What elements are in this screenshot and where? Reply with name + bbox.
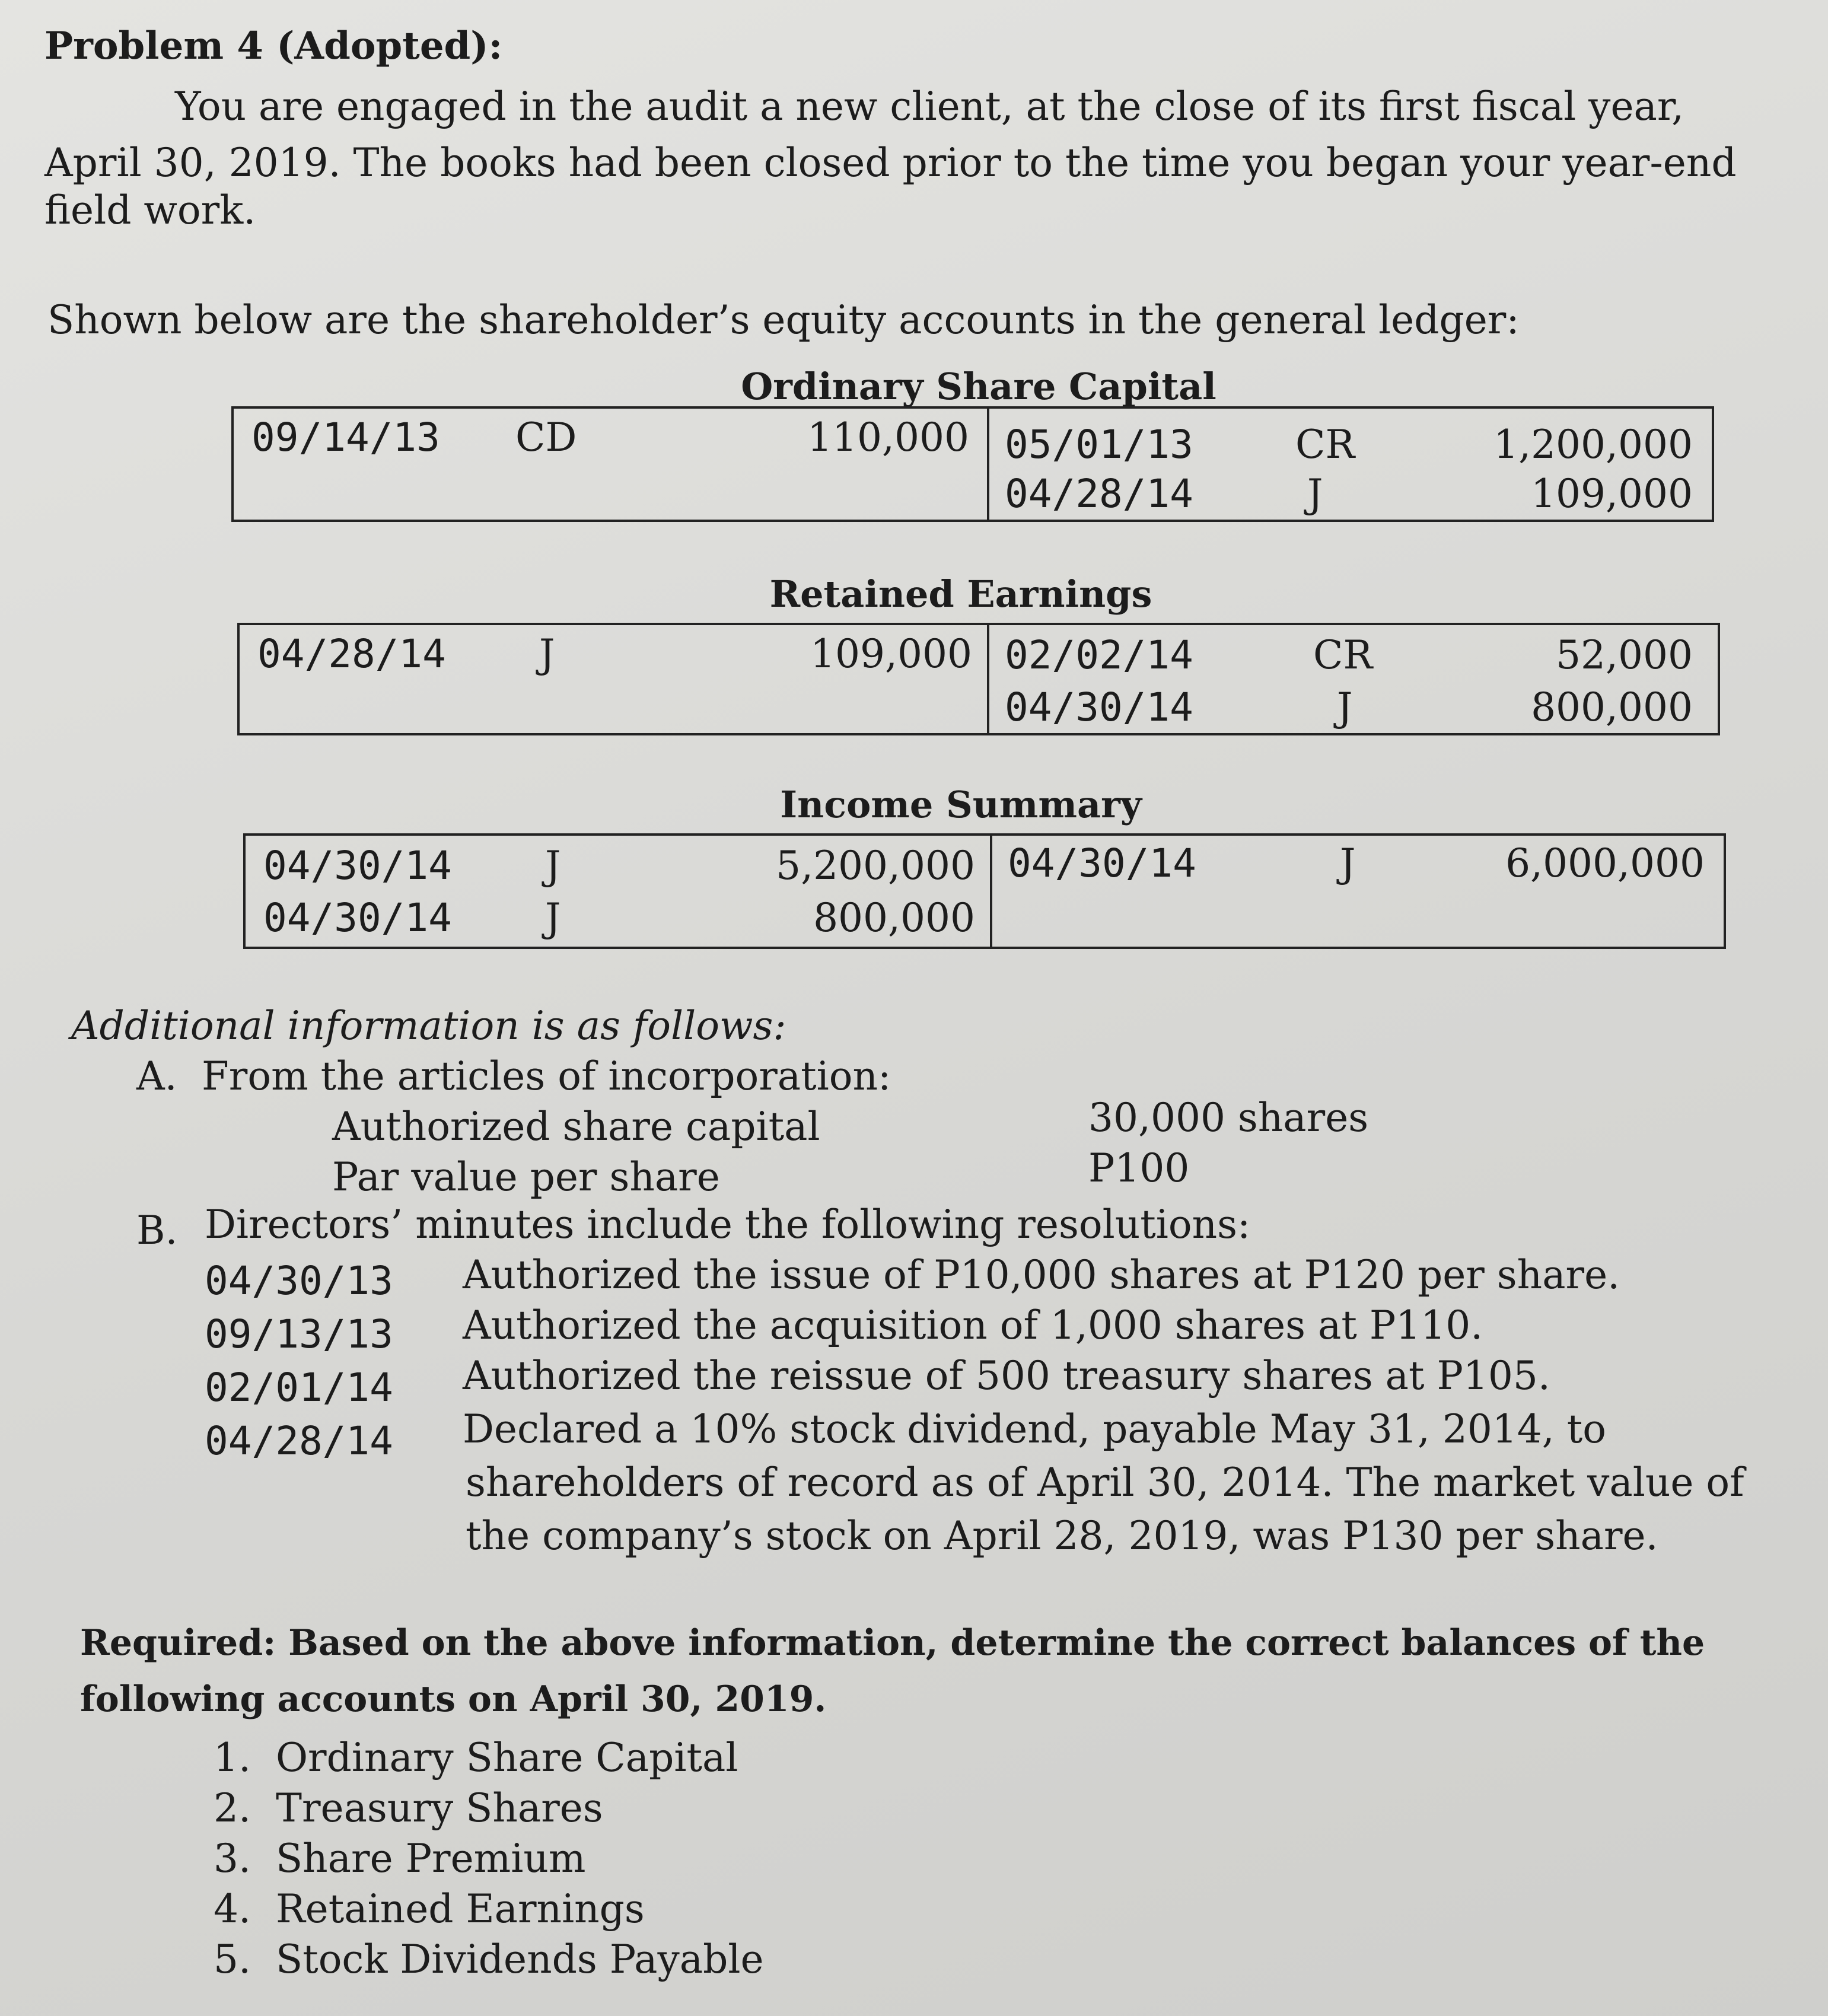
resolution-text-2: Authorized the acquisition of 1,000 shares at P110.: [463, 1302, 1483, 1348]
par-value-value: P100: [1088, 1145, 1190, 1191]
osc-credit-date-1: 05/01/13: [1005, 422, 1193, 467]
re-debit-amount: 109,000: [810, 631, 972, 677]
authorized-capital-label: Authorized share capital: [332, 1104, 820, 1149]
required-item-num: 1.: [214, 1735, 251, 1781]
required-item-4: [214, 1886, 645, 1932]
resolution-text-4-cont2: the company’s stock on April 28, 2019, was P130 per share.: [466, 1513, 1658, 1559]
re-credit-ref-2: J: [1337, 684, 1353, 730]
section-a-text: From the articles of incorporation:: [202, 1053, 891, 1099]
re-title: Retained Earnings: [769, 572, 1152, 616]
is-debit-amount-1: 5,200,000: [776, 843, 975, 888]
required-item-5: [214, 1937, 764, 1982]
required-item-text: Retained Earnings: [275, 1886, 645, 1932]
is-t-account: [243, 833, 1726, 949]
re-divider: [987, 625, 989, 733]
is-debit-date-2: 04/30/14: [263, 895, 452, 941]
re-credit-ref-1: CR: [1313, 632, 1373, 678]
required-item-text: Ordinary Share Capital: [275, 1735, 738, 1781]
is-debit-ref-1: J: [545, 843, 561, 888]
section-a-label: A.: [136, 1053, 177, 1099]
required-item-2: [214, 1785, 603, 1831]
re-debit-ref: J: [539, 631, 555, 677]
is-title: Income Summary: [780, 783, 1142, 826]
resolution-text-4: Declared a 10% stock dividend, payable May 31, 2014, to: [463, 1406, 1607, 1452]
required-line-1: Required: Based on the above information, determine the correct balances of the: [80, 1622, 1705, 1664]
osc-debit-ref: CD: [515, 415, 577, 460]
osc-t-account: [231, 406, 1714, 522]
osc-credit-amount-1: 1,200,000: [1493, 422, 1693, 467]
re-t-account: [237, 623, 1720, 735]
required-item-num: 4.: [214, 1886, 251, 1932]
resolution-date-3: 02/01/14: [205, 1365, 393, 1410]
osc-debit-date: 09/14/13: [251, 415, 440, 460]
section-b-label: B.: [136, 1208, 178, 1253]
required-item-num: 3.: [214, 1836, 251, 1881]
shown-below-text: Shown below are the shareholder’s equity accounts in the general ledger:: [47, 297, 1520, 343]
section-b-text: Directors’ minutes include the following resolutions:: [205, 1202, 1251, 1247]
osc-credit-ref-2: J: [1307, 471, 1323, 517]
is-credit-ref-1: J: [1340, 840, 1356, 886]
required-item-text: Treasury Shares: [275, 1785, 603, 1831]
re-credit-amount-2: 800,000: [1531, 684, 1693, 730]
is-credit-date-1: 04/30/14: [1008, 840, 1196, 886]
resolution-text-4-cont1: shareholders of record as of April 30, 2014. The market value of: [466, 1460, 1744, 1505]
resolution-text-3: Authorized the reissue of 500 treasury shares at P105.: [463, 1353, 1550, 1399]
osc-divider: [987, 409, 989, 520]
is-debit-amount-2: 800,000: [813, 895, 975, 941]
re-debit-date: 04/28/14: [257, 631, 446, 677]
problem-title: Problem 4 (Adopted):: [44, 24, 503, 68]
is-debit-ref-2: J: [545, 895, 561, 941]
required-item-3: [214, 1836, 585, 1881]
intro-line-3: field work.: [44, 187, 256, 233]
osc-debit-amount: 110,000: [807, 415, 969, 460]
required-item-num: 2.: [214, 1785, 251, 1831]
osc-credit-amount-2: 109,000: [1531, 471, 1693, 517]
required-item-text: Share Premium: [275, 1836, 586, 1881]
required-item-1: [214, 1735, 738, 1781]
osc-title: Ordinary Share Capital: [741, 365, 1216, 408]
required-line-2: following accounts on April 30, 2019.: [80, 1679, 827, 1720]
re-credit-date-1: 02/02/14: [1005, 632, 1193, 678]
resolution-date-1: 04/30/13: [205, 1258, 393, 1304]
authorized-capital-value: 30,000 shares: [1088, 1095, 1369, 1141]
required-item-text: Stock Dividends Payable: [275, 1937, 764, 1982]
is-credit-amount-1: 6,000,000: [1505, 840, 1705, 886]
resolution-date-2: 09/13/13: [205, 1311, 393, 1357]
re-credit-date-2: 04/30/14: [1005, 684, 1193, 730]
intro-line-1: You are engaged in the audit a new client, at the close of its first fiscal year,: [175, 84, 1684, 129]
is-debit-date-1: 04/30/14: [263, 843, 452, 888]
re-credit-amount-1: 52,000: [1556, 632, 1693, 678]
is-divider: [990, 836, 992, 947]
intro-line-2: April 30, 2019. The books had been closed prior to the time you began your year-end: [44, 140, 1737, 186]
resolution-date-4: 04/28/14: [205, 1418, 393, 1464]
osc-credit-date-2: 04/28/14: [1005, 471, 1193, 517]
required-item-num: 5.: [214, 1937, 251, 1982]
additional-heading: Additional information is as follows:: [71, 1003, 786, 1049]
par-value-label: Par value per share: [332, 1154, 720, 1200]
osc-credit-ref-1: CR: [1295, 422, 1355, 467]
resolution-text-1: Authorized the issue of P10,000 shares at P120 per share.: [463, 1252, 1620, 1298]
